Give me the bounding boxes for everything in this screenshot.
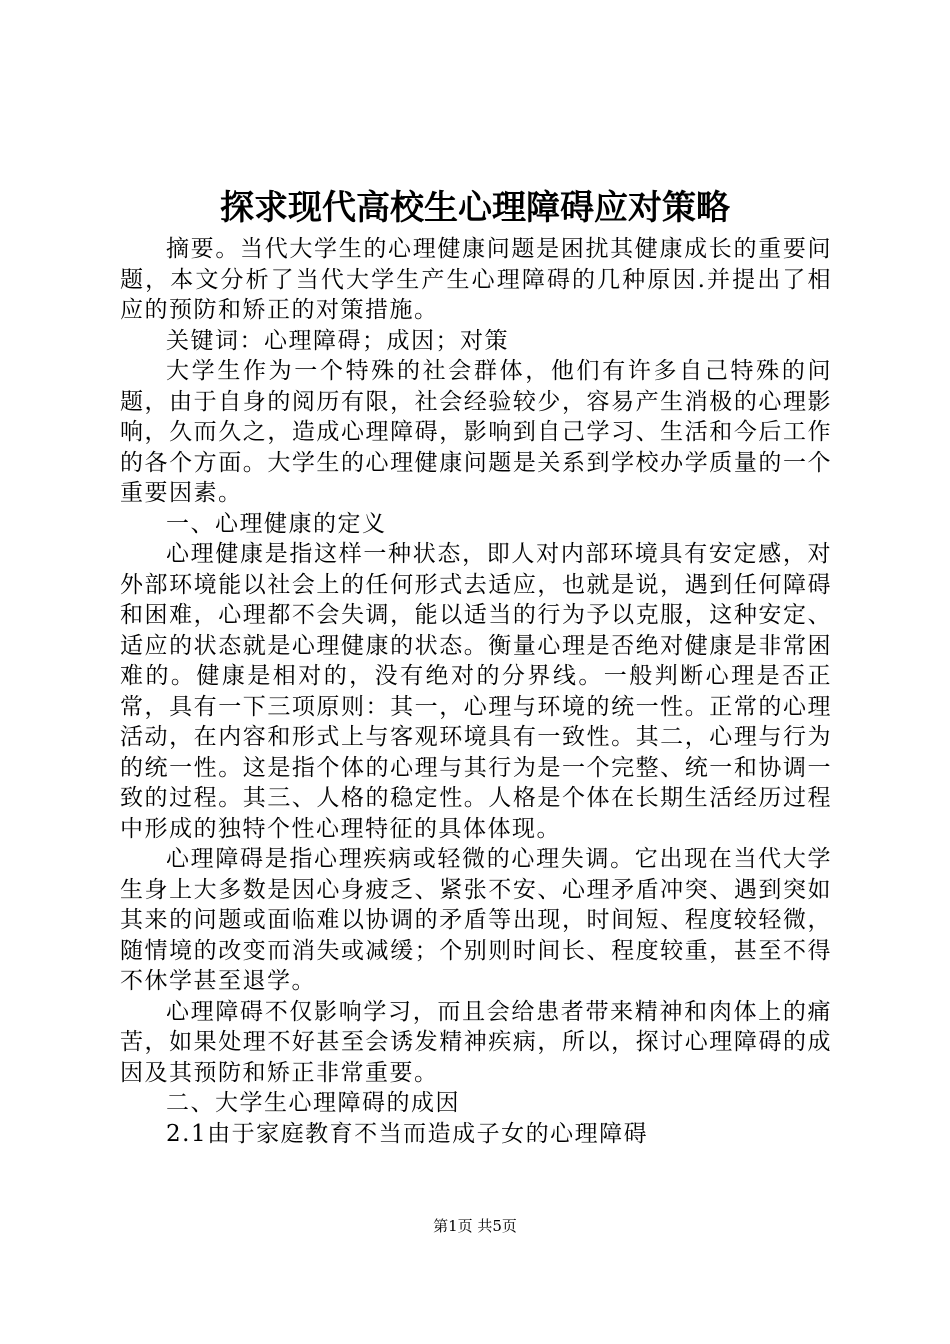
- document-title: 探求现代高校生心理障碍应对策略: [220, 188, 730, 228]
- intro-paragraph: 大学生作为一个特殊的社会群体，他们有许多自己特殊的问题，由于自身的阅历有限，社会经验较少，容易产生消极的心理影响，久而久之，造成心理障碍，影响到自己学习、生活和今后工作的各个方面。大学生的心理健康问题是关系到学校办学质量的一个重要因素。: [120, 358, 832, 506]
- keywords-paragraph: 关键词：心理障碍；成因；对策: [166, 327, 509, 354]
- section-heading-1: 一、心理健康的定义: [166, 510, 387, 537]
- subsection-heading-2-1: 2.1由于家庭教育不当而造成子女的心理障碍: [166, 1120, 649, 1147]
- definition-paragraph: 心理健康是指这样一种状态，即人对内部环境具有安定感，对外部环境能以社会上的任何形式去适应，也就是说，遇到任何障碍和困难，心理都不会失调，能以适当的行为予以克服，这种安定、适应的状态就是心理健康的状态。衡量心理是否绝对健康是非常困难的。健康是相对的，没有绝对的分界线。一般判断心理是否正常，具有一下三项原则：其一，心理与环境的统一性。正常的心理活动，在内容和形式上与客观环境具有一致性。其二，心理与行为的统一性。这是指个体的心理与其行为是一个完整、统一和协调一致的过程。其三、人格的稳定性。人格是个体在长期生活经历过程中形成的独特个性心理特征的具体体现。: [120, 541, 832, 842]
- section-heading-2: 二、大学生心理障碍的成因: [166, 1090, 460, 1116]
- importance-paragraph: 心理障碍不仅影响学习，而且会给患者带来精神和肉体上的痛苦，如果处理不好甚至会诱发精神疾病，所以，探讨心理障碍的成因及其预防和矫正非常重要。: [120, 998, 832, 1086]
- page-footer: 第1页 共5页: [433, 1217, 517, 1235]
- document-body: [120, 234, 832, 1149]
- abstract-paragraph: 摘要。当代大学生的心理健康问题是困扰其健康成长的重要问题，本文分析了当代大学生产生心理障碍的几种原因.并提出了相应的预防和矫正的对策措施。: [120, 236, 832, 323]
- disorder-paragraph: 心理障碍是指心理疾病或轻微的心理失调。它出现在当代大学生身上大多数是因心身疲乏、紧张不安、心理矛盾冲突、遇到突如其来的问题或面临难以协调的矛盾等出现，时间短、程度较轻微，随情境的改变而消失或减缓；个别则时间长、程度较重，甚至不得不休学甚至退学。: [120, 846, 832, 994]
